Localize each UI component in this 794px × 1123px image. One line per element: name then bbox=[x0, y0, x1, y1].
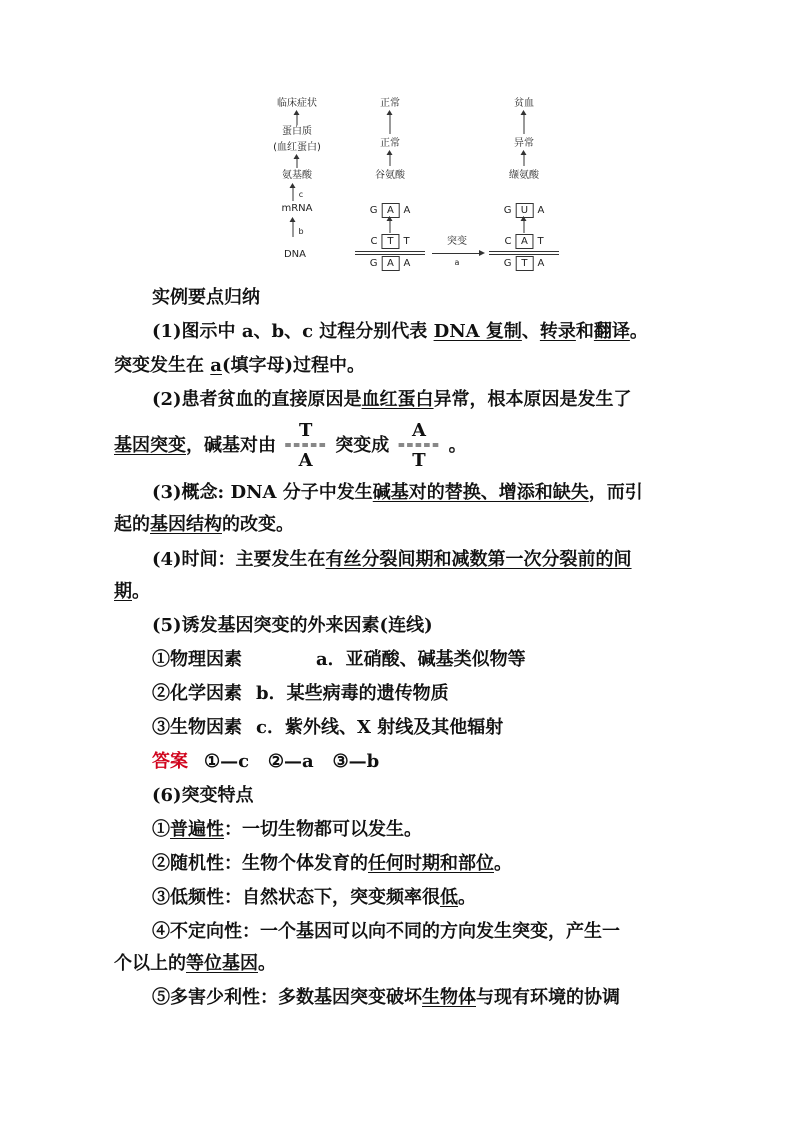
text: ③低频性：自然状态下，突变频率很 bbox=[152, 887, 440, 908]
base: A bbox=[537, 258, 545, 269]
answer-underline: 血红蛋白 bbox=[361, 389, 434, 410]
paragraph-4-line-1 bbox=[152, 548, 632, 572]
arrow-up-icon bbox=[524, 114, 525, 134]
double-helix-line bbox=[489, 251, 559, 255]
base-boxed: U bbox=[515, 203, 533, 218]
paragraph-1-line-1 bbox=[152, 320, 648, 344]
base-boxed: A bbox=[381, 203, 399, 218]
text: 。 bbox=[448, 435, 467, 456]
base: G bbox=[369, 205, 378, 216]
hemoglobin-label: (血红蛋白) bbox=[273, 142, 321, 153]
text: 。 bbox=[494, 853, 512, 874]
text: 起的 bbox=[114, 514, 150, 535]
valine-label: 缬氨酸 bbox=[509, 170, 539, 181]
answer-underline: 基因结构 bbox=[150, 514, 222, 535]
base-bottom: A bbox=[298, 450, 313, 471]
arrow-up-icon bbox=[390, 114, 391, 134]
answer-text: ①—c ②—a ③—b bbox=[204, 751, 380, 772]
base: G bbox=[503, 205, 512, 216]
base: A bbox=[403, 258, 411, 269]
text: 突变发生在 bbox=[114, 355, 211, 376]
base: G bbox=[369, 258, 378, 269]
text: 和 bbox=[575, 321, 594, 342]
text: 与现有环境的协调 bbox=[476, 987, 620, 1008]
process-a-label: a bbox=[454, 258, 460, 267]
answer-underline: 低 bbox=[440, 887, 458, 908]
arrow-up-icon bbox=[390, 154, 391, 166]
text: ⑤多害少利性：多数基因突变破坏 bbox=[152, 987, 422, 1008]
factor-option: b．某些病毒的遗传物质 bbox=[256, 683, 449, 704]
answer-underline: 普遍性 bbox=[170, 819, 224, 840]
text: (4)时间：主要发生在 bbox=[152, 549, 326, 570]
dna-strand-bottom-normal bbox=[370, 256, 411, 271]
answer-underline: DNA 复制 bbox=[433, 321, 522, 342]
text: 、 bbox=[521, 321, 540, 342]
arrow-up-icon bbox=[390, 220, 391, 233]
answer-underline: a bbox=[210, 355, 222, 376]
text: 异常，根本原因是发生了 bbox=[433, 389, 632, 410]
base-bottom: T bbox=[412, 450, 426, 471]
answer-underline: 期 bbox=[114, 581, 132, 602]
base-top: T bbox=[298, 420, 313, 441]
text: 。 bbox=[258, 953, 276, 974]
bond-lines: ===== bbox=[397, 441, 441, 451]
clinical-symptom-label: 临床症状 bbox=[277, 98, 317, 109]
dna-strand-top-mutant bbox=[504, 234, 543, 249]
glutamate-label: 谷氨酸 bbox=[375, 170, 405, 181]
text: 。 bbox=[132, 581, 150, 602]
anemia-label: 贫血 bbox=[514, 98, 534, 109]
factor-row-3 bbox=[152, 716, 503, 740]
base-pair-before bbox=[284, 420, 327, 472]
text: ，碱基对由 bbox=[186, 435, 276, 456]
text: 。 bbox=[629, 321, 648, 342]
answer-underline: 基因突变 bbox=[114, 435, 186, 456]
answer-underline: 翻译 bbox=[593, 321, 630, 342]
answer-row bbox=[152, 750, 379, 774]
mutation-label: 突变 bbox=[447, 236, 467, 247]
text: (2)患者贫血的直接原因是 bbox=[152, 389, 362, 410]
text: 。 bbox=[458, 887, 476, 908]
paragraph-2-line-1 bbox=[152, 388, 632, 412]
answer-underline: 生物体 bbox=[422, 987, 476, 1008]
base-pair-after bbox=[398, 420, 441, 472]
text: ，而引 bbox=[588, 482, 643, 503]
text: ：一切生物都可以发生。 bbox=[224, 819, 422, 840]
text: (1)图示中 a、b、c 过程分别代表 bbox=[152, 321, 434, 342]
text: 的改变。 bbox=[222, 514, 294, 535]
arrow-up-icon bbox=[293, 187, 294, 201]
amino-acid-label: 氨基酸 bbox=[282, 170, 312, 181]
factor-label: ③生物因素 bbox=[152, 717, 242, 738]
text: ②随机性：生物个体发育的 bbox=[152, 853, 368, 874]
answer-underline: 有丝分裂间期和减数第一次分裂前的间 bbox=[325, 549, 632, 570]
section-heading: 实例要点归纳 bbox=[152, 287, 260, 308]
text: 突变成 bbox=[335, 435, 390, 456]
base-top: A bbox=[411, 420, 426, 441]
feature-5 bbox=[152, 986, 620, 1010]
abnormal-label: 异常 bbox=[514, 138, 534, 149]
sickle-cell-diagram bbox=[255, 92, 565, 274]
base-boxed: A bbox=[381, 256, 399, 271]
text: 个以上的 bbox=[114, 953, 186, 974]
mrna-label: mRNA bbox=[281, 203, 313, 214]
factor-option: a．亚硝酸、碱基类似物等 bbox=[316, 649, 526, 670]
arrow-right-icon bbox=[432, 253, 480, 254]
paragraph-5-title: (5)诱发基因突变的外来因素(连线) bbox=[152, 615, 433, 636]
feature-3 bbox=[152, 886, 476, 910]
feature-1 bbox=[152, 818, 422, 842]
arrow-up-icon bbox=[297, 114, 298, 125]
answer-label: 答案 bbox=[152, 751, 188, 772]
process-c-label: c bbox=[298, 190, 304, 199]
base-boxed: A bbox=[515, 234, 533, 249]
normal-label-mid: 正常 bbox=[380, 138, 400, 149]
factor-row-2 bbox=[152, 682, 449, 706]
double-helix-line bbox=[355, 251, 425, 255]
factor-label: ①物理因素 bbox=[152, 649, 242, 670]
dna-label: DNA bbox=[283, 249, 307, 260]
bond-lines: ===== bbox=[284, 441, 327, 451]
base: T bbox=[403, 236, 410, 247]
answer-underline: 任何时期和部位 bbox=[368, 853, 494, 874]
process-b-label: b bbox=[298, 227, 304, 236]
text: (3)概念: DNA 分子中发生 bbox=[152, 482, 373, 503]
base-boxed: T bbox=[381, 234, 399, 249]
factor-row-1 bbox=[152, 648, 526, 672]
dna-strand-top-normal bbox=[370, 234, 409, 249]
text: ① bbox=[152, 819, 170, 840]
factor-option: c．紫外线、X 射线及其他辐射 bbox=[256, 717, 504, 738]
base-boxed: T bbox=[515, 256, 533, 271]
base: T bbox=[537, 236, 544, 247]
paragraph-6-title: (6)突变特点 bbox=[152, 785, 254, 806]
arrow-up-icon bbox=[524, 154, 525, 166]
text: (填字母)过程中。 bbox=[221, 355, 365, 376]
paragraph-1-line-2 bbox=[114, 354, 365, 378]
normal-label-top: 正常 bbox=[380, 98, 400, 109]
arrow-up-icon bbox=[524, 220, 525, 233]
factor-label: ②化学因素 bbox=[152, 683, 242, 704]
paragraph-2-line-2 bbox=[114, 420, 467, 472]
base: A bbox=[403, 205, 411, 216]
paragraph-4-line-2 bbox=[114, 580, 150, 604]
feature-2 bbox=[152, 852, 512, 876]
paragraph-3-line-2 bbox=[114, 513, 294, 537]
paragraph-3-line-1 bbox=[152, 481, 643, 505]
dna-strand-bottom-mutant bbox=[504, 256, 545, 271]
feature-4-line-1: ④不定向性：一个基因可以向不同的方向发生突变，产生一 bbox=[152, 921, 620, 942]
base: A bbox=[537, 205, 545, 216]
base: C bbox=[504, 236, 512, 247]
base: G bbox=[503, 258, 512, 269]
arrow-up-icon bbox=[297, 158, 298, 168]
answer-underline: 转录 bbox=[539, 321, 576, 342]
answer-underline: 碱基对的替换、增添和缺失 bbox=[372, 482, 589, 503]
arrow-up-icon bbox=[293, 221, 294, 237]
feature-4-line-2 bbox=[114, 952, 276, 976]
protein-label: 蛋白质 bbox=[282, 126, 312, 137]
base: C bbox=[370, 236, 378, 247]
answer-underline: 等位基因 bbox=[186, 953, 258, 974]
